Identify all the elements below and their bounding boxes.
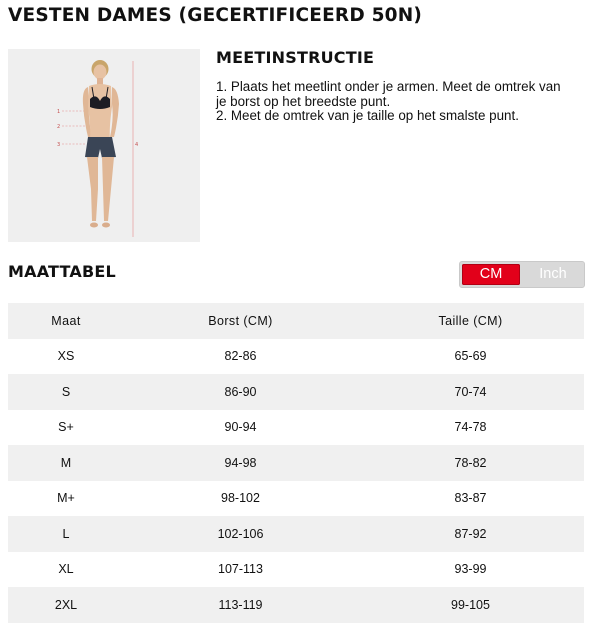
table-row — [8, 374, 584, 410]
cell-waist: 65-69 — [454, 349, 487, 364]
cell-bust: 82-86 — [224, 349, 257, 364]
marker-3: 3 — [57, 142, 61, 148]
model-illustration — [8, 49, 200, 242]
column-header-taille: Taille (CM) — [438, 313, 503, 328]
table-row — [8, 339, 584, 375]
cell-size: M — [60, 455, 72, 470]
column-header-borst: Borst (CM) — [208, 313, 273, 328]
instruction-step: 2. Meet de omtrek van je taille op het smalste punt. — [216, 108, 519, 124]
table-row — [8, 445, 584, 481]
table-row — [8, 410, 584, 446]
cell-bust: 102-106 — [217, 526, 264, 541]
instructions-text — [216, 80, 561, 124]
unit-cm-button[interactable]: CM — [462, 264, 520, 285]
cell-size: XL — [58, 562, 74, 577]
cell-waist: 78-82 — [454, 455, 487, 470]
size-chart-heading: MAATTABEL — [8, 262, 116, 281]
column-header-maat: Maat — [51, 313, 81, 328]
cell-size: M+ — [57, 491, 75, 506]
cell-size: L — [62, 526, 70, 541]
cell-waist: 93-99 — [454, 562, 487, 577]
page-title: VESTEN DAMES (GECERTIFICEERD 50N) — [8, 5, 423, 26]
cell-bust: 113-119 — [218, 597, 263, 612]
table-row — [8, 516, 584, 552]
marker-1: 1 — [57, 109, 61, 115]
measurement-figure — [8, 49, 200, 242]
table-row — [8, 587, 584, 623]
table-row — [8, 552, 584, 588]
cell-bust: 94-98 — [224, 455, 257, 470]
cell-waist: 87-92 — [454, 526, 487, 541]
cell-size: S+ — [58, 420, 74, 435]
table-body — [8, 339, 584, 623]
table-header-row — [8, 303, 584, 339]
cell-waist: 70-74 — [454, 384, 487, 399]
unit-toggle[interactable] — [459, 261, 585, 288]
instruction-step: 1. Plaats het meetlint onder je armen. Meet de omtrek van je borst op het breedste punt. — [216, 79, 561, 109]
table-row — [8, 481, 584, 517]
cell-bust: 90-94 — [224, 420, 257, 435]
cell-bust: 107-113 — [218, 562, 263, 577]
cell-size: S — [61, 384, 71, 399]
unit-inch-button[interactable]: Inch — [539, 266, 567, 282]
cell-waist: 83-87 — [454, 491, 487, 506]
cell-waist: 99-105 — [451, 597, 490, 612]
instructions-heading: MEETINSTRUCTIE — [216, 48, 375, 67]
cell-bust: 98-102 — [221, 491, 260, 506]
cell-size: XS — [57, 349, 75, 364]
cell-waist: 74-78 — [454, 420, 487, 435]
size-table — [8, 303, 584, 623]
cell-bust: 86-90 — [224, 384, 257, 399]
cell-size: 2XL — [54, 597, 78, 612]
marker-2: 2 — [57, 124, 61, 130]
marker-4: 4 — [135, 142, 139, 148]
